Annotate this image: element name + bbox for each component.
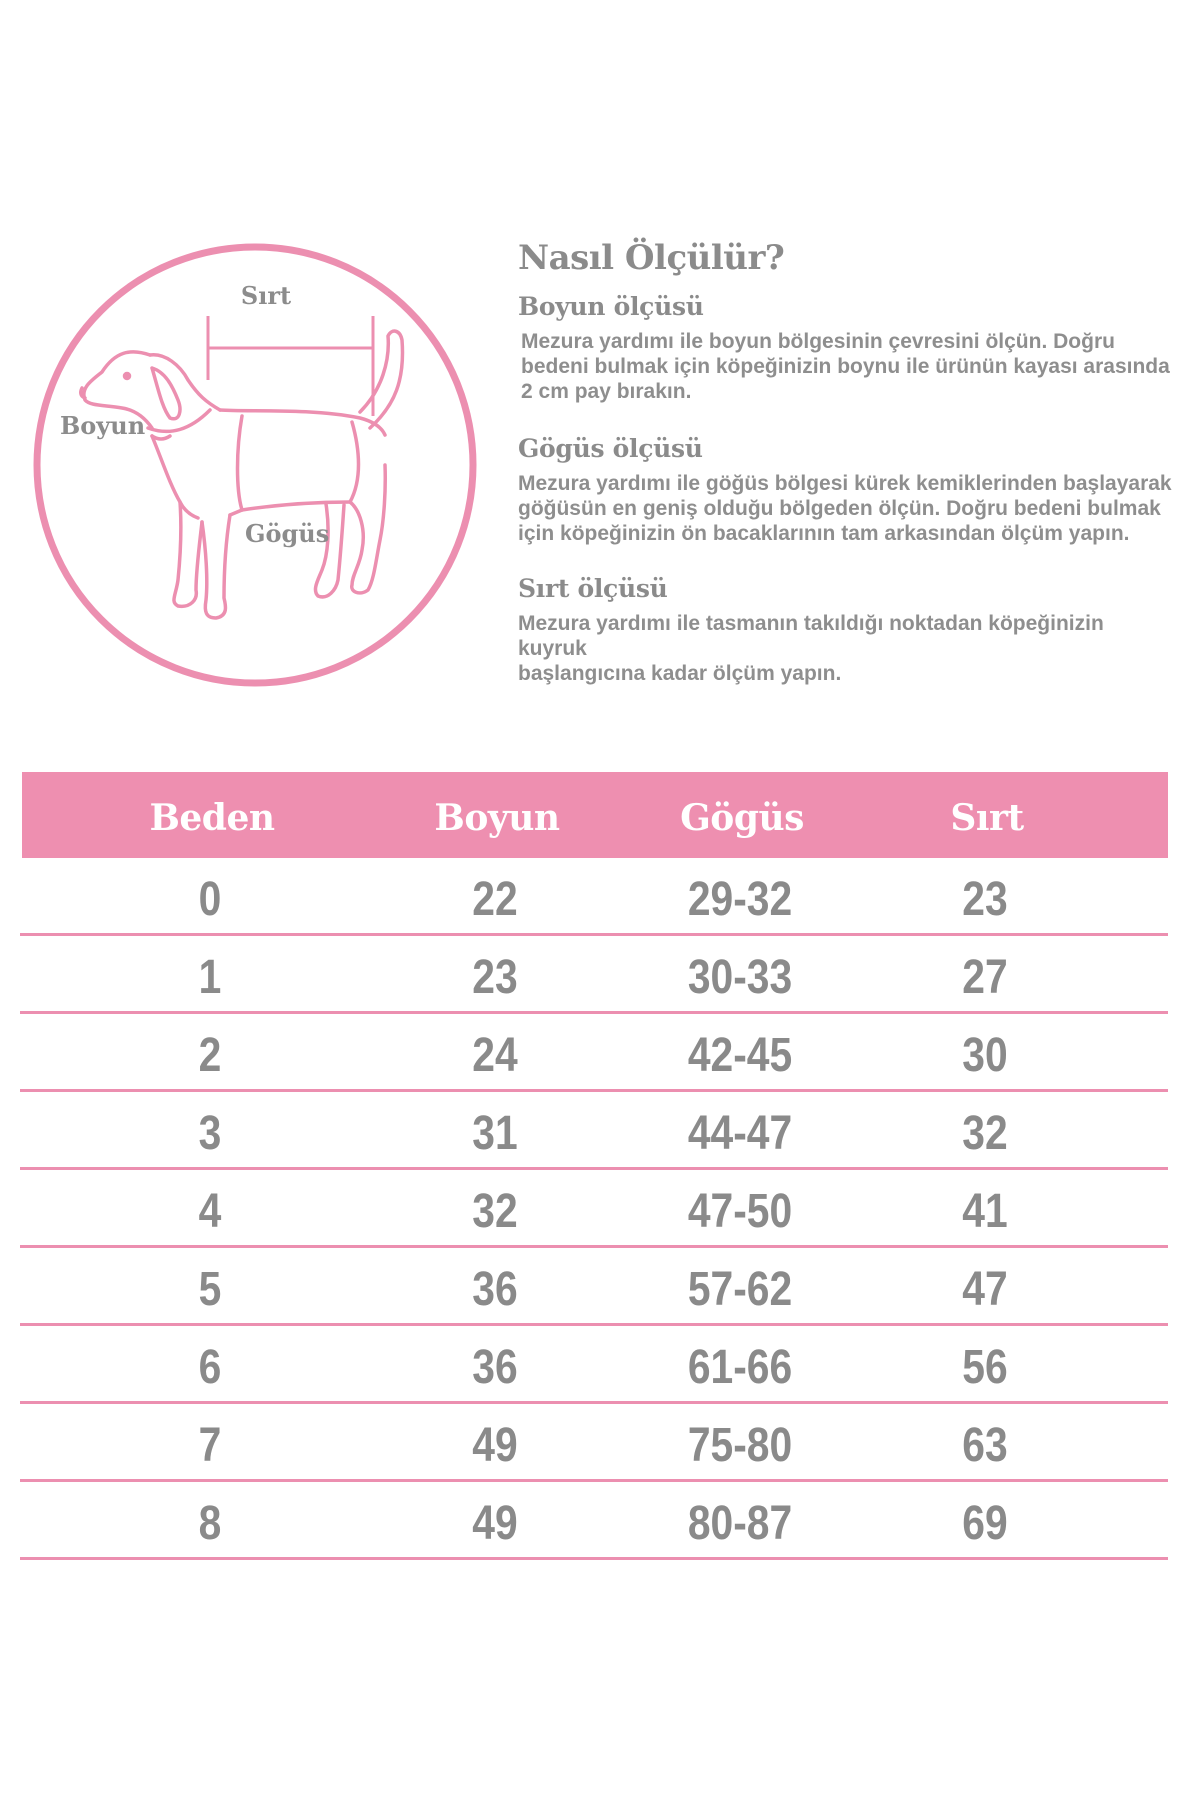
header-neck: Boyun <box>434 797 560 839</box>
cell-chest: 75-80 <box>687 1419 793 1472</box>
table-row <box>20 1170 1168 1248</box>
table-row <box>20 1248 1168 1326</box>
chest-heading: Gögüs ölçüsü <box>518 434 703 463</box>
cell-neck: 23 <box>472 951 518 1004</box>
neck-text-line: bedeni bulmak için köpeğinizin boynu ile ürünün kayası arasında <box>521 355 1170 378</box>
chest-text-line: Mezura yardımı ile göğüs bölgesi kürek kemiklerinden başlayarak <box>518 472 1172 495</box>
cell-back: 69 <box>962 1497 1008 1550</box>
cell-back: 56 <box>962 1341 1008 1394</box>
back-label: Sırt <box>240 281 292 310</box>
cell-neck: 24 <box>472 1029 518 1082</box>
cell-chest: 29-32 <box>687 873 793 926</box>
neck-section <box>518 292 1178 404</box>
header-size: Beden <box>149 797 275 839</box>
cell-neck: 49 <box>472 1419 518 1472</box>
cell-chest: 42-45 <box>687 1029 793 1082</box>
cell-back: 63 <box>962 1419 1008 1472</box>
cell-chest: 30-33 <box>687 951 793 1004</box>
cell-back: 32 <box>962 1107 1008 1160</box>
cell-chest: 44-47 <box>687 1107 793 1160</box>
back-measure-bracket <box>208 316 373 416</box>
back-heading: Sırt ölçüsü <box>518 574 668 603</box>
table-header <box>22 772 1168 858</box>
cell-size: 1 <box>198 951 222 1004</box>
table-row <box>20 1092 1168 1170</box>
cell-back: 47 <box>962 1263 1008 1316</box>
size-table <box>22 772 1168 1560</box>
neck-text-line: 2 cm pay bırakın. <box>521 380 692 403</box>
header-back: Sırt <box>950 797 1024 839</box>
table-row <box>20 936 1168 1014</box>
table-row <box>20 1014 1168 1092</box>
cell-back: 27 <box>962 951 1008 1004</box>
table-row <box>20 1482 1168 1560</box>
chest-text-line: göğüsün en geniş olduğu bölgeden ölçün. Doğru bedeni bulmak <box>518 497 1161 520</box>
chest-text-line: için köpeğinizin ön bacaklarının tam arkasından ölçüm yapın. <box>518 522 1130 545</box>
back-section <box>518 574 1178 686</box>
cell-size: 0 <box>198 873 222 926</box>
neck-heading: Boyun ölçüsü <box>518 292 704 321</box>
cell-neck: 32 <box>472 1185 518 1238</box>
dog-measurement-icon <box>30 240 480 690</box>
table-row <box>20 1404 1168 1482</box>
cell-neck: 31 <box>472 1107 518 1160</box>
cell-back: 30 <box>962 1029 1008 1082</box>
dog-measurement-diagram <box>30 240 480 690</box>
cell-back: 23 <box>962 873 1008 926</box>
cell-chest: 47-50 <box>687 1185 793 1238</box>
cell-neck: 36 <box>472 1341 518 1394</box>
neck-text-line: Mezura yardımı ile boyun bölgesinin çevresini ölçün. Doğru <box>521 330 1115 353</box>
diagram-circle <box>37 247 473 683</box>
back-text-line: başlangıcına kadar ölçüm yapın. <box>518 662 842 685</box>
cell-size: 4 <box>198 1185 222 1238</box>
cell-size: 2 <box>198 1029 222 1082</box>
neck-label: Boyun <box>60 411 146 440</box>
header-chest: Gögüs <box>680 797 804 839</box>
cell-size: 3 <box>198 1107 222 1160</box>
cell-size: 5 <box>198 1263 222 1316</box>
cell-size: 6 <box>198 1341 222 1394</box>
cell-chest: 61-66 <box>687 1341 793 1394</box>
measurement-instructions <box>518 238 1178 686</box>
cell-chest: 57-62 <box>687 1263 793 1316</box>
table-row <box>20 858 1168 936</box>
back-text-line: Mezura yardımı ile tasmanın takıldığı noktadan köpeğinizin kuyruk <box>518 612 1104 660</box>
cell-neck: 49 <box>472 1497 518 1550</box>
chest-section <box>518 434 1178 546</box>
page-title: Nasıl Ölçülür? <box>518 238 785 278</box>
dog-outline <box>81 331 403 618</box>
cell-neck: 22 <box>472 873 518 926</box>
cell-size: 8 <box>198 1497 222 1550</box>
cell-back: 41 <box>962 1185 1008 1238</box>
cell-chest: 80-87 <box>687 1497 793 1550</box>
table-row <box>20 1326 1168 1404</box>
cell-size: 7 <box>198 1419 222 1472</box>
cell-neck: 36 <box>472 1263 518 1316</box>
chest-label: Gögüs <box>245 519 330 548</box>
